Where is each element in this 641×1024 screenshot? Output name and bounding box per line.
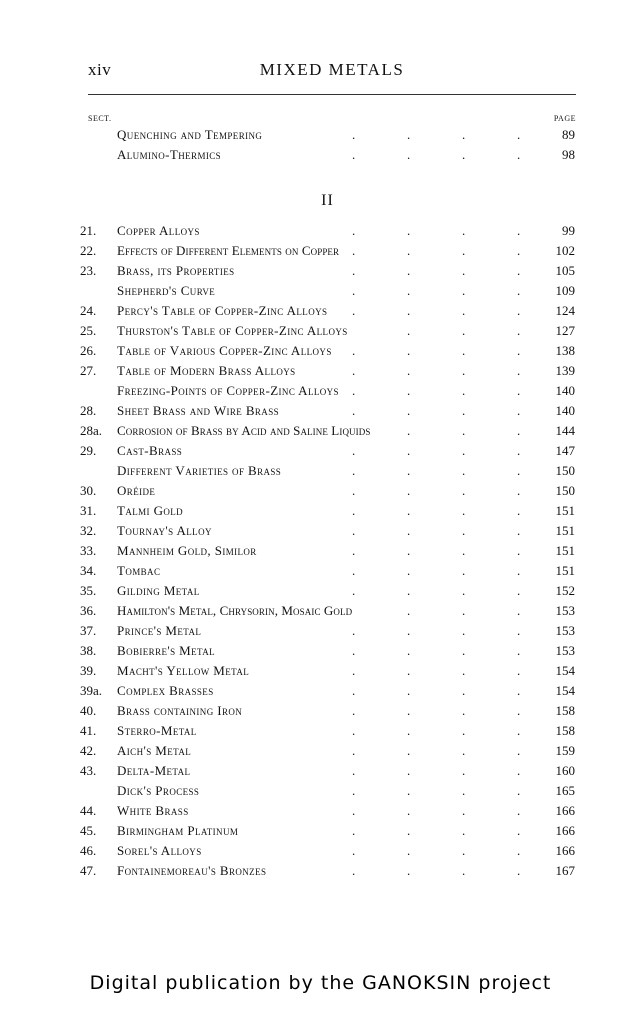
toc-entry [80,781,575,801]
leader-dot: . [517,583,521,598]
toc-page-number: 154 [555,683,575,698]
toc-page-number: 166 [555,843,575,858]
toc-section-number: 42. [80,743,97,758]
toc-entry [80,221,575,241]
leader-dot: . [407,563,411,578]
toc-entry-title: Complex Brasses [117,683,214,698]
leader-dot: . [407,623,411,638]
leader-dot: . [352,683,356,698]
toc-page-number: 150 [555,463,575,478]
leader-dot: . [462,127,466,142]
leader-dot: . [352,243,356,258]
leader-dot: . [407,323,411,338]
leader-dot: . [517,803,521,818]
toc-entry [80,821,575,841]
toc-entry-title: Table of Various Copper-Zinc Alloys [117,343,332,358]
toc-section-number: 43. [80,763,97,778]
toc-entry [80,581,575,601]
leader-dot: . [407,743,411,758]
toc-entry-title: Brass containing Iron [117,703,243,718]
toc-entry-title: Delta-Metal [117,763,191,778]
toc-entry [80,401,575,421]
leader-dot: . [462,243,466,258]
leader-dot: . [462,823,466,838]
toc-entry [80,541,575,561]
toc-entry [80,361,575,381]
toc-page-number: 153 [555,643,575,658]
leader-dot: . [517,343,521,358]
leader-dot: . [517,783,521,798]
leader-dot: . [352,303,356,318]
leader-dot: . [407,783,411,798]
leader-dot: . [352,703,356,718]
toc-entry-title: Corrosion of Brass by Acid and Saline Liquids [117,423,371,438]
toc-section-number: 21. [80,223,97,238]
toc-section-number: 40. [80,703,97,718]
leader-dot: . [517,443,521,458]
leader-dot: . [352,563,356,578]
toc-page-number: 105 [555,263,575,278]
leader-dot: . [462,483,466,498]
toc-page-number: 167 [555,863,575,878]
toc-entry-title: Copper Alloys [117,223,200,238]
leader-dot: . [462,703,466,718]
leader-dot: . [517,703,521,718]
leader-dot: . [352,127,356,142]
toc-entry-title: Talmi Gold [117,503,184,518]
toc-entry-title: Sorel's Alloys [117,843,202,858]
toc-page-number: 151 [555,523,575,538]
toc-entry-title: Tombac [117,563,161,578]
leader-dot: . [462,523,466,538]
leader-dot: . [462,803,466,818]
leader-dot: . [517,623,521,638]
leader-dot: . [407,443,411,458]
leader-dot: . [352,643,356,658]
leader-dot: . [407,763,411,778]
running-title: MIXED METALS [259,60,405,79]
toc-section-number: 39. [80,663,97,678]
section-column-heading: SECT. [88,114,112,123]
leader-dot: . [517,463,521,478]
leader-dot: . [462,363,466,378]
leader-dot: . [407,463,411,478]
leader-dot: . [352,663,356,678]
toc-section-number: 24. [80,303,97,318]
toc-entry-title: Bobierre's Metal [117,643,215,658]
leader-dot: . [462,147,466,162]
leader-dot: . [407,263,411,278]
leader-dot: . [517,243,521,258]
leader-dot: . [407,423,411,438]
toc-page-number: 160 [555,763,575,778]
toc-entry-title: Thurston's Table of Copper-Zinc Alloys [117,323,348,338]
leader-dot: . [517,383,521,398]
leader-dot: . [517,303,521,318]
toc-entry [80,441,575,461]
leader-dot: . [462,863,466,878]
leader-dot: . [407,723,411,738]
leader-dot: . [517,723,521,738]
toc-entry-title: Gilding Metal [117,583,200,598]
leader-dot: . [352,443,356,458]
toc-list-part-i [80,125,575,165]
toc-entry [80,561,575,581]
toc-entry-title: Fontainemoreau's Bronzes [117,863,267,878]
toc-entry-title: Brass, its Properties [117,263,235,278]
leader-dot: . [462,643,466,658]
leader-dot: . [462,603,466,618]
leader-dot: . [407,523,411,538]
leader-dot: . [407,863,411,878]
leader-dot: . [462,303,466,318]
toc-section-number: 23. [80,263,97,278]
leader-dot: . [462,543,466,558]
leader-dot: . [462,263,466,278]
leader-dot: . [352,223,356,238]
toc-page-number: 151 [555,543,575,558]
leader-dot: . [462,503,466,518]
toc-section-number: 46. [80,843,97,858]
leader-dot: . [462,283,466,298]
leader-dot: . [407,147,411,162]
toc-entry [80,701,575,721]
toc-page-number: 140 [555,403,575,418]
leader-dot: . [352,623,356,638]
leader-dot: . [517,147,521,162]
leader-dot: . [407,803,411,818]
toc-page-number: 99 [562,223,575,238]
leader-dot: . [462,663,466,678]
toc-section-number: 44. [80,803,97,818]
toc-entry [80,341,575,361]
leader-dot: . [462,403,466,418]
toc-entry [80,621,575,641]
leader-dot: . [407,683,411,698]
toc-page-number: 138 [555,343,575,358]
toc-section-number: 29. [80,443,97,458]
leader-dot: . [462,743,466,758]
leader-dot: . [517,543,521,558]
leader-dot: . [462,843,466,858]
toc-section-number: 22. [80,243,97,258]
leader-dot: . [462,683,466,698]
leader-dot: . [352,283,356,298]
leader-dot: . [407,543,411,558]
leader-dot: . [517,223,521,238]
leader-dot: . [462,563,466,578]
leader-dot: . [352,583,356,598]
leader-dot: . [407,343,411,358]
toc-entry-title: Birmingham Platinum [117,823,239,838]
toc-page-number: 158 [555,723,575,738]
page-column-heading: PAGE [553,114,576,123]
toc-entry [80,741,575,761]
leader-dot: . [517,843,521,858]
toc-section-number: 28. [80,403,97,418]
toc-section-number: 34. [80,563,97,578]
toc-entry-title: Prince's Metal [117,623,202,638]
leader-dot: . [517,683,521,698]
leader-dot: . [462,623,466,638]
toc-page-number: 152 [555,583,575,598]
leader-dot: . [407,503,411,518]
toc-section-number: 32. [80,523,97,538]
leader-dot: . [517,283,521,298]
toc-page-number: 147 [555,443,575,458]
toc-section-number: 39a. [80,683,103,698]
toc-page-number: 89 [562,127,575,142]
leader-dot: . [517,127,521,142]
toc-entry-title: Freezing-Points of Copper-Zinc Alloys [117,383,339,398]
leader-dot: . [462,423,466,438]
leader-dot: . [407,403,411,418]
toc-entry [80,761,575,781]
toc-entry [80,145,575,165]
leader-dot: . [407,483,411,498]
toc-page-number: 151 [555,563,575,578]
toc-entry [80,801,575,821]
leader-dot: . [352,483,356,498]
leader-dot: . [407,243,411,258]
toc-page-number: 154 [555,663,575,678]
toc-entry-title: Shepherd's Curve [117,283,216,298]
toc-section-number: 47. [80,863,97,878]
toc-entry-title: Tournay's Alloy [117,523,212,538]
leader-dot: . [352,147,356,162]
leader-dot: . [352,763,356,778]
toc-page-number: 98 [562,147,575,162]
toc-entry-title: Quenching and Tempering [117,127,263,142]
toc-entry [80,861,575,881]
leader-dot: . [352,803,356,818]
toc-page-number: 124 [555,303,575,318]
toc-entry [80,301,575,321]
leader-dot: . [517,763,521,778]
header-rule [88,94,576,95]
leader-dot: . [517,423,521,438]
toc-entry-title: Different Varieties of Brass [117,463,282,478]
toc-page-number: 127 [555,323,575,338]
leader-dot: . [517,403,521,418]
leader-dot: . [517,563,521,578]
leader-dot: . [352,783,356,798]
leader-dot: . [352,503,356,518]
toc-entry-title: White Brass [117,803,189,818]
leader-dot: . [462,763,466,778]
leader-dot: . [407,843,411,858]
toc-section-number: 33. [80,543,97,558]
leader-dot: . [517,863,521,878]
leader-dot: . [352,843,356,858]
leader-dot: . [352,823,356,838]
toc-page-number: 102 [555,243,575,258]
toc-entry [80,381,575,401]
leader-dot: . [517,663,521,678]
toc-entry-title: Percy's Table of Copper-Zinc Alloys [117,303,328,318]
leader-dot: . [462,383,466,398]
toc-entry-title: Mannheim Gold, Similor [117,543,257,558]
toc-section-number: 28a. [80,423,103,438]
leader-dot: . [462,323,466,338]
toc-section-number: 38. [80,643,97,658]
leader-dot: . [407,303,411,318]
leader-dot: . [407,127,411,142]
toc-page-number: 144 [555,423,575,438]
toc-entry-title: Sheet Brass and Wire Brass [117,403,280,418]
toc-entry [80,125,575,145]
toc-entry-title: Alumino-Thermics [117,147,222,162]
toc-section-number: 37. [80,623,97,638]
toc-entry [80,461,575,481]
running-header [88,60,576,84]
toc-entry [80,261,575,281]
leader-dot: . [407,383,411,398]
toc-entry-title: Cast-Brass [117,443,183,458]
leader-dot: . [352,363,356,378]
leader-dot: . [407,663,411,678]
toc-list-part-ii [80,221,575,881]
leader-dot: . [352,543,356,558]
toc-section-number: 26. [80,343,97,358]
leader-dot: . [517,483,521,498]
toc-entry-title: Hamilton's Metal, Chrysorin, Mosaic Gold [117,603,353,618]
leader-dot: . [462,723,466,738]
leader-dot: . [462,223,466,238]
footer-credit: Digital publication by the GANOKSIN project [89,972,552,994]
toc-entry [80,681,575,701]
toc-page-number: 159 [555,743,575,758]
leader-dot: . [352,463,356,478]
toc-entry-title: Macht's Yellow Metal [117,663,250,678]
leader-dot: . [352,723,356,738]
toc-entry [80,321,575,341]
leader-dot: . [407,603,411,618]
leader-dot: . [352,263,356,278]
toc-entry [80,421,575,441]
leader-dot: . [462,463,466,478]
leader-dot: . [352,343,356,358]
toc-page-number: 139 [555,363,575,378]
leader-dot: . [407,823,411,838]
toc-entry [80,661,575,681]
toc-page-number: 140 [555,383,575,398]
leader-dot: . [517,643,521,658]
leader-dot: . [517,503,521,518]
toc-entry-title: Oréide [117,483,156,498]
toc-section-number: 45. [80,823,97,838]
leader-dot: . [462,443,466,458]
toc-section-number: 35. [80,583,97,598]
toc-section-number: 41. [80,723,97,738]
leader-dot: . [407,363,411,378]
toc-page-number: 151 [555,503,575,518]
toc-entry-title: Effects of Different Elements on Copper [117,243,340,258]
toc-section-number: 30. [80,483,97,498]
toc-entry-title: Table of Modern Brass Alloys [117,363,296,378]
leader-dot: . [352,743,356,758]
leader-dot: . [407,703,411,718]
leader-dot: . [407,583,411,598]
toc-page-number: 166 [555,823,575,838]
toc-page-number: 166 [555,803,575,818]
toc-entry [80,521,575,541]
leader-dot: . [517,323,521,338]
toc-section-number: 36. [80,603,97,618]
leader-dot: . [352,863,356,878]
toc-entry [80,481,575,501]
leader-dot: . [517,823,521,838]
leader-dot: . [517,363,521,378]
leader-dot: . [517,603,521,618]
toc-page-number: 109 [555,283,575,298]
toc-entry [80,501,575,521]
toc-page-number: 158 [555,703,575,718]
leader-dot: . [462,783,466,798]
leader-dot: . [407,223,411,238]
leader-dot: . [352,383,356,398]
part-heading: II [321,192,334,209]
toc-section-number: 27. [80,363,97,378]
toc-entry [80,601,575,621]
leader-dot: . [407,643,411,658]
toc-page-number: 153 [555,623,575,638]
leader-dot: . [352,523,356,538]
toc-entry-title: Aich's Metal [117,743,192,758]
page-number: xiv [88,60,112,79]
toc-entry-title: Dick's Process [117,783,200,798]
toc-entry [80,641,575,661]
leader-dot: . [407,283,411,298]
toc-entry [80,241,575,261]
leader-dot: . [462,583,466,598]
leader-dot: . [352,403,356,418]
leader-dot: . [517,523,521,538]
toc-page-number: 153 [555,603,575,618]
toc-section-number: 25. [80,323,97,338]
toc-entry-title: Sterro-Metal [117,723,197,738]
toc-entry [80,281,575,301]
toc-section-number: 31. [80,503,97,518]
leader-dot: . [517,743,521,758]
toc-entry [80,841,575,861]
toc-entry [80,721,575,741]
toc-page-number: 150 [555,483,575,498]
toc-page-number: 165 [555,783,575,798]
leader-dot: . [517,263,521,278]
leader-dot: . [462,343,466,358]
